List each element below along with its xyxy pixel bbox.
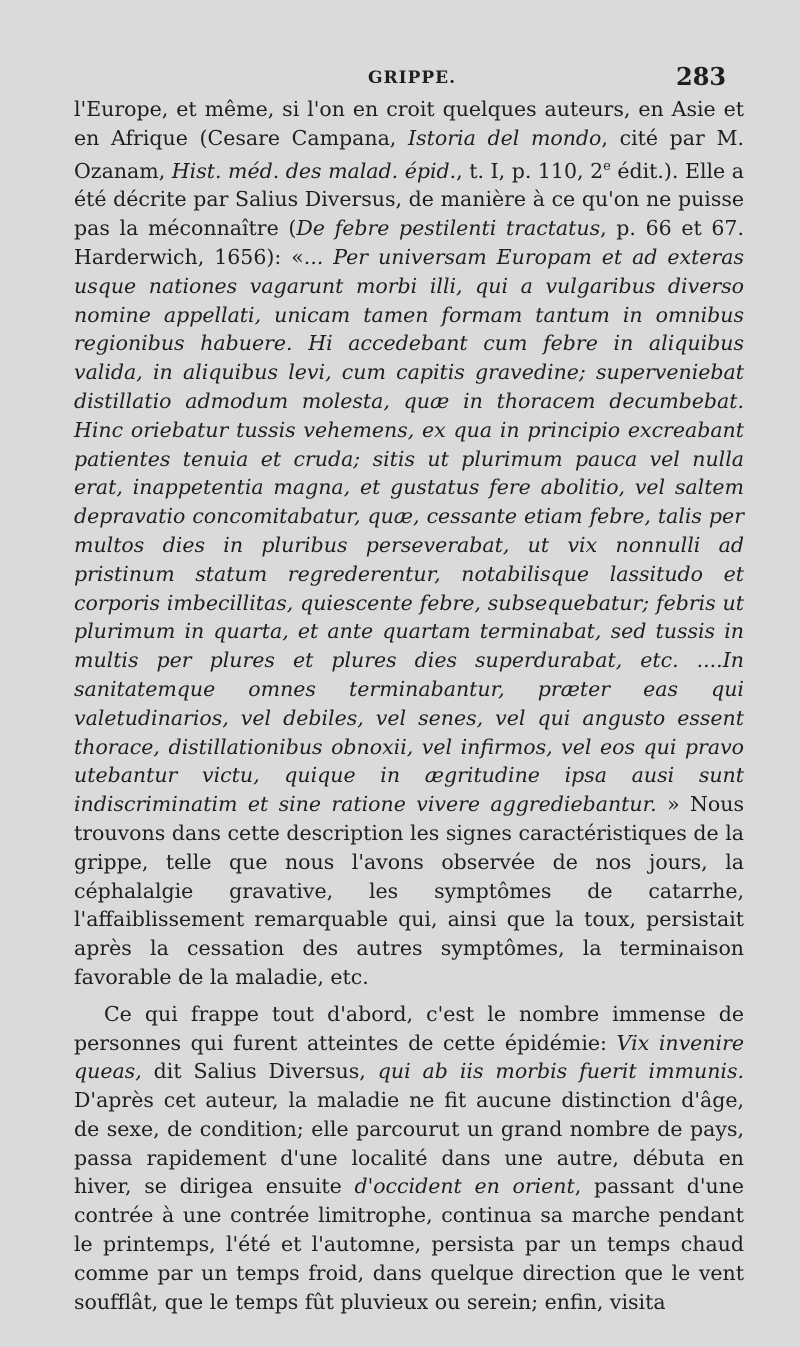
text-segment: dit Salius Diversus, [153, 1059, 366, 1084]
latin-quotation: ... Per universam Europam et ad exteras usque nationes vagarunt morbi illi, qui a vulgaribus diverso nomine appellati, unicam tamen formam tantum in omnibus regionibus habuere. Hi accedebant cum febre in aliquibus valida, in aliquibus levi, cum capitis gravedine; superveniebat distillatio admodum molesta, quæ in thoracem decumbebat. Hinc oriebatur tussis vehemens, ex qua in principio excreabant patientes tenuia et cruda; sitis ut plurimum pauca vel nulla erat, inappetentia magna, et gustatus fere abolitio, vel saltem depravatio concomitabatur, quæ, cessante etiam febre, talis per multos dies in pluribus perseverabat, ut vix nonnulli ad pristinum statum regrederentur, notabilisque lassitudo et corporis imbecillitas, quiescente febre, subsequebatur; febris ut plurimum in quarta, et ante quartam terminabat, sed tussis in multis per plures et plures dies superdurabat, etc. ....In sanitatemque omnes terminabantur, præter eas qui valetudinarios, vel debiles, vel senes, vel qui angusto essent thorace, distillationibus obnoxii, vel infirmos, vel eos qui pravo utebantur victu, quique in ægritudine ipsa ausi sunt indiscriminatim et sine ratione vivere aggrediebantur. [74, 244, 744, 817]
italic-title: Hist. méd. des malad. épid. [171, 158, 457, 183]
text-segment: l'Europe, et même, si l'on en croit quelques auteurs, en Asie et en Afrique (Cesare Campana, [74, 97, 744, 150]
text-segment: , passant d'une contrée à une contrée limitrophe, continua sa marche pendant le printemps, l'été et l'automne, persista par un temps chaud comme par un temps froid, dans quelque direction que le vent soufflât, que le temps fût pluvieux ou serein; enfin, visita [74, 1174, 744, 1314]
latin-phrase: Vix invenire queas, [74, 1030, 744, 1084]
paragraph-1 [74, 95, 744, 992]
text-segment: , p. 66 et 67. Harderwich, 1656): « [74, 216, 744, 269]
page-number: 283 [676, 62, 727, 91]
body-text [74, 95, 744, 1316]
latin-phrase: qui ab iis morbis fuerit immunis. [377, 1059, 744, 1084]
paragraph-2 [74, 1000, 744, 1317]
running-head [0, 58, 800, 94]
text-segment: » Nous trouvons dans cette description les signes caractéristiques de la grippe, telle que nous l'avons observée de nos jours, la céphalalgie gravative, les symptômes de catarrhe, l'affaiblissement remarquable qui, ainsi que la toux, persistait après la cessation des autres symptômes, la terminaison favorable de la maladie, etc. [74, 792, 744, 989]
italic-phrase: d'occident en orient [354, 1174, 575, 1199]
running-title: GRIPPE. [368, 68, 457, 88]
text-segment: Ce qui frappe tout d'abord, c'est le nombre immense de personnes qui furent atteintes de cette épidémie: [74, 1001, 744, 1055]
text-segment: édit.). Elle a été décrite par Salius Diversus, de manière à ce qu'on ne puisse pas la méconnaître ( [74, 158, 744, 241]
superscript: e [603, 158, 611, 174]
italic-title: De febre pestilenti tractatus [296, 216, 601, 241]
text-segment: D'après cet auteur, la maladie ne fit aucune distinction d'âge, de sexe, de condition; elle parcourut un grand nombre de pays, passa rapidement d'une localité dans une autre, débuta en hiver, se dirigea ensuite [74, 1088, 744, 1199]
italic-title: Istoria del mondo [408, 125, 602, 150]
text-segment: , cité par M. Ozanam, [74, 125, 744, 183]
text-segment: , t. I, p. 110, 2 [456, 158, 604, 183]
